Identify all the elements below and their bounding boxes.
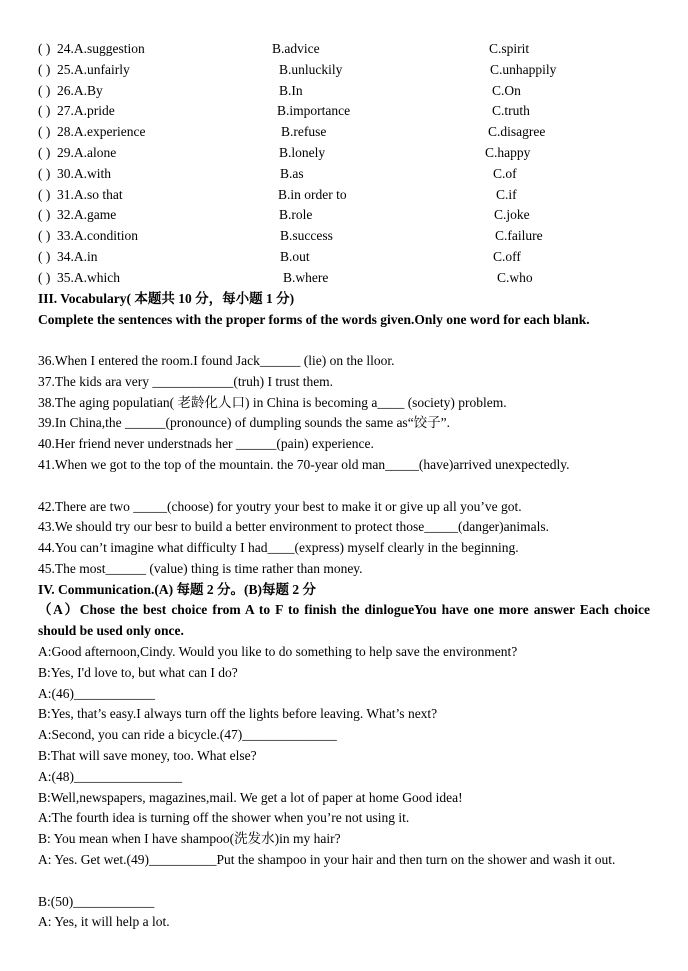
option-b: B.out	[280, 249, 310, 264]
option-a: 33.A.condition	[57, 228, 138, 244]
option-b: B.lonely	[279, 145, 326, 160]
option-c: C.happy	[485, 145, 531, 160]
option-a: 34.A.in	[57, 249, 98, 264]
option-b: B.unluckily	[279, 61, 343, 77]
answer-blank[interactable]: ( )	[38, 103, 51, 119]
option-a: 29.A.alone	[57, 145, 117, 160]
answer-blank[interactable]: ( )	[38, 165, 51, 181]
option-b: B.advice	[272, 41, 320, 56]
dialogue-line: B:Well,newspapers, magazines,mail. We get a lot of paper at home Good idea!	[38, 790, 463, 805]
answer-blank[interactable]: ( )	[38, 61, 51, 77]
dialogue-line: A:(48)________________	[38, 769, 182, 784]
dialogue-line: B:That will save money, too. What else?	[38, 748, 257, 763]
vocabulary-heading: III. Vocabulary( 本题共 10 分，每小题 1 分)	[38, 291, 295, 306]
option-b: B.success	[280, 228, 333, 244]
option-b: B.as	[280, 165, 304, 181]
option-a: 28.A.experience	[57, 124, 146, 140]
vocab-item-41	[38, 455, 650, 476]
option-c: C.On	[492, 82, 521, 98]
vocab-item-42: 42.There are two _____(choose) for youtry your best to make it or give up all you’ve got.	[38, 499, 522, 514]
option-c: C.joke	[494, 207, 530, 223]
vocab-item-39: 39.In China,the ______(pronounce) of dumpling sounds the same as“饺子”.	[38, 415, 451, 430]
answer-blank[interactable]: ( )	[38, 186, 51, 202]
answer-blank[interactable]: ( )	[38, 82, 51, 98]
vocab-item-43: 43.We should try our besr to build a better environment to protect those_____(danger)animals.	[38, 519, 550, 534]
option-c: C.off	[493, 249, 521, 264]
answer-blank[interactable]: ( )	[38, 124, 51, 140]
option-a: 25.A.unfairly	[57, 61, 130, 77]
dialogue-line: A:Second, you can ride a bicycle.(47)______________	[38, 727, 337, 742]
option-c: C.spirit	[489, 41, 530, 56]
option-c: C.if	[496, 186, 517, 202]
dialogue-line: A: Yes, it will help a lot.	[38, 914, 170, 929]
option-c: C.who	[497, 269, 533, 285]
option-a: 24.A.suggestion	[57, 41, 145, 56]
option-b: B.In	[279, 82, 303, 98]
option-b: B.in order to	[278, 186, 347, 202]
answer-blank[interactable]: ( )	[38, 269, 51, 285]
dialogue-line: B:Yes, that’s easy.I always turn off the lights before leaving. What’s next?	[38, 706, 438, 721]
option-a: 26.A.By	[57, 82, 103, 98]
option-a: 35.A.which	[57, 269, 120, 285]
dialogue-line: A:(46)____________	[38, 686, 155, 701]
option-a: 31.A.so that	[57, 186, 123, 202]
dialogue-line: A:Good afternoon,Cindy. Would you like to do something to help save the environment?	[38, 644, 518, 659]
dialogue-line: A:The fourth idea is turning off the shower when you’re not using it.	[38, 810, 410, 825]
answer-blank[interactable]: ( )	[38, 145, 51, 160]
option-c: C.truth	[492, 103, 530, 119]
vocab-item-44: 44.You can’t imagine what difficulty I had____(express) myself clearly in the beginning.	[38, 540, 519, 555]
option-b: B.importance	[277, 103, 351, 119]
option-b: B.where	[283, 269, 329, 285]
answer-blank[interactable]: ( )	[38, 249, 51, 264]
vocab-item-37: 37.The kids ara very ____________(truh) I trust them.	[38, 374, 334, 389]
dialogue-line: B: You mean when I have shampoo(洗发水)in my hair?	[38, 831, 341, 846]
option-c: C.unhappily	[490, 61, 557, 77]
option-c: C.disagree	[488, 124, 546, 140]
vocab-item-41-text: 41.When we got to the top of the mountain. the 70-year old man_____(have)arrived unexpectedly.	[38, 457, 570, 472]
option-a: 32.A.game	[57, 207, 117, 223]
option-c: C.of	[493, 165, 517, 181]
option-a: 27.A.pride	[57, 103, 115, 119]
answer-blank[interactable]: ( )	[38, 207, 51, 223]
vocab-item-36: 36.When I entered the room.I found Jack______ (lie) on the lloor.	[38, 353, 395, 368]
dialogue-line: B:Yes, I'd love to, but what can I do?	[38, 665, 238, 680]
dialogue-line	[38, 850, 650, 871]
vocabulary-instruction: Complete the sentences with the proper forms of the words given.Only one word for each blank.	[38, 312, 590, 327]
answer-blank[interactable]: ( )	[38, 41, 51, 56]
answer-blank[interactable]: ( )	[38, 228, 51, 244]
option-c: C.failure	[495, 228, 543, 244]
option-a: 30.A.with	[57, 165, 111, 181]
dialogue-line: B:(50)____________	[38, 894, 155, 909]
communication-instruction: （A）Chose the best choice from A to F to finish the dinlogueYou have one more answer Each choice should be used only once.	[38, 602, 650, 638]
option-b: B.refuse	[281, 124, 327, 140]
vocab-item-40: 40.Her friend never understnads her ______(pain) experience.	[38, 436, 374, 451]
vocab-item-45: 45.The most______ (value) thing is time rather than money.	[38, 561, 363, 576]
communication-heading: IV. Communication.(A) 每题 2 分。(B)每题 2 分	[38, 582, 317, 597]
vocab-item-38: 38.The aging populatian( 老龄化人口) in China is becoming a____ (society) problem.	[38, 395, 507, 410]
option-b: B.role	[279, 207, 313, 223]
dialogue-line-49-text: A: Yes. Get wet.(49)__________Put the shampoo in your hair and then turn on the shower and wash it out.	[38, 852, 616, 867]
